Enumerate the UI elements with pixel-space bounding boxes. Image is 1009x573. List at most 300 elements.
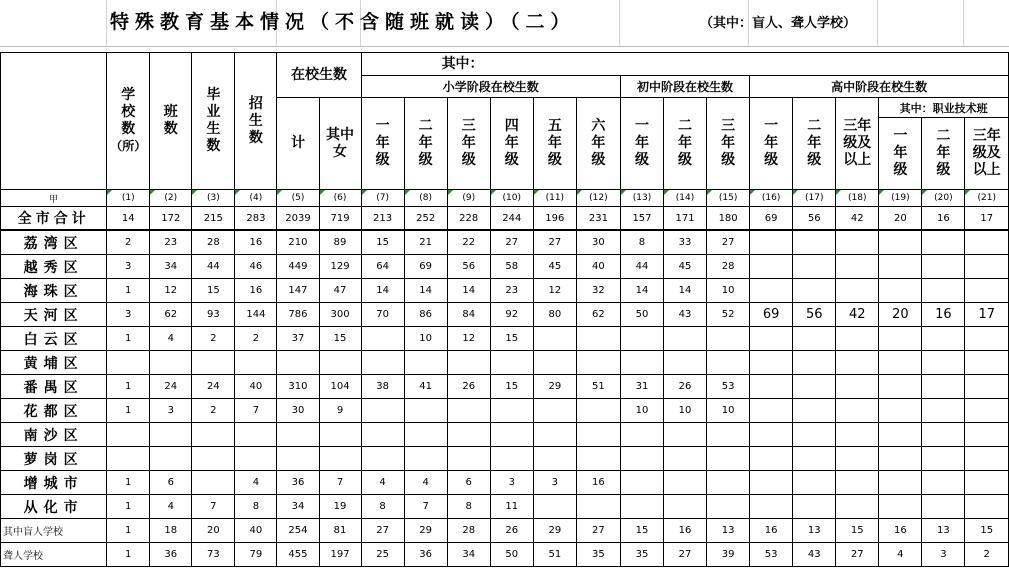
- table-cell: 157: [620, 207, 663, 231]
- table-cell: [750, 447, 793, 471]
- index-cell: (1): [107, 190, 150, 207]
- table-cell: 46: [235, 255, 277, 279]
- header-p-grade4: 四 年 级: [490, 98, 533, 190]
- table-row: [1, 279, 1009, 303]
- table-cell: [965, 255, 1009, 279]
- table-cell: 27: [576, 519, 620, 543]
- table-cell: 147: [277, 279, 319, 303]
- header-junior: 初中阶段在校生数: [620, 76, 749, 98]
- table-cell: [361, 351, 404, 375]
- table-cell: [836, 375, 879, 399]
- table-cell: 41: [404, 375, 447, 399]
- table-cell: [879, 399, 922, 423]
- table-cell: 31: [620, 375, 663, 399]
- table-cell: [150, 423, 192, 447]
- header-female: 其中 女: [319, 98, 361, 190]
- header-p-grade2: 二 年 级: [404, 98, 447, 190]
- table-cell: 29: [533, 375, 576, 399]
- table-cell: 24: [150, 375, 192, 399]
- table-cell: [319, 423, 361, 447]
- table-cell: 27: [707, 230, 750, 255]
- row-label: 番禺区: [1, 375, 107, 399]
- table-row: [1, 447, 1009, 471]
- table-cell: 43: [793, 543, 836, 567]
- index-cell: (8): [404, 190, 447, 207]
- table-cell: [836, 230, 879, 255]
- table-cell: 26: [447, 375, 490, 399]
- table-row: [1, 351, 1009, 375]
- table-cell: 215: [192, 207, 235, 231]
- row-label: 南沙区: [1, 423, 107, 447]
- table-cell: 786: [277, 303, 319, 327]
- header-vocational: 其中：职业技术班: [879, 98, 1009, 118]
- table-cell: 16: [576, 471, 620, 495]
- index-cell: (9): [447, 190, 490, 207]
- table-cell: [750, 399, 793, 423]
- table-cell: 4: [361, 471, 404, 495]
- table-cell: [192, 351, 235, 375]
- row-label: 花都区: [1, 399, 107, 423]
- table-cell: [235, 423, 277, 447]
- header-in-school: 在校生数: [277, 53, 361, 98]
- index-cell: (18): [836, 190, 879, 207]
- table-cell: 10: [664, 399, 707, 423]
- table-cell: 81: [319, 519, 361, 543]
- table-cell: [533, 495, 576, 519]
- table-cell: 45: [664, 255, 707, 279]
- table-cell: 92: [490, 303, 533, 327]
- table-cell: [447, 423, 490, 447]
- table-cell: 53: [707, 375, 750, 399]
- table-cell: [707, 495, 750, 519]
- header-primary: 小学阶段在校生数: [361, 76, 620, 98]
- table-cell: [750, 279, 793, 303]
- table-cell: [836, 471, 879, 495]
- table-cell: 14: [620, 279, 663, 303]
- table-cell: 38: [361, 375, 404, 399]
- table-cell: [793, 447, 836, 471]
- table-cell: 1: [107, 543, 150, 567]
- table-cell: 8: [447, 495, 490, 519]
- table-cell: 13: [922, 519, 965, 543]
- table-cell: 10: [620, 399, 663, 423]
- table-cell: 4: [404, 471, 447, 495]
- table-cell: 79: [235, 543, 277, 567]
- header-v-grade2: 二 年 级: [922, 118, 965, 190]
- table-cell: [836, 255, 879, 279]
- table-cell: [490, 351, 533, 375]
- table-cell: 1: [107, 495, 150, 519]
- header-s-grade1: 一 年 级: [750, 98, 793, 190]
- table-cell: 29: [533, 519, 576, 543]
- table-cell: [707, 351, 750, 375]
- table-cell: [277, 351, 319, 375]
- header-s-grade3plus: 三年 级及 以上: [836, 98, 879, 190]
- table-cell: [404, 351, 447, 375]
- table-cell: 10: [707, 399, 750, 423]
- table-cell: [235, 447, 277, 471]
- table-cell: 3: [150, 399, 192, 423]
- table-cell: [576, 351, 620, 375]
- table-row: [1, 303, 1009, 327]
- table-cell: 4: [235, 471, 277, 495]
- table-cell: 26: [664, 375, 707, 399]
- table-cell: 17: [965, 207, 1009, 231]
- table-cell: [533, 327, 576, 351]
- table-cell: [922, 399, 965, 423]
- table-cell: 2: [192, 399, 235, 423]
- table-cell: [490, 447, 533, 471]
- table-cell: [793, 471, 836, 495]
- table-cell: 7: [319, 471, 361, 495]
- table-cell: 8: [361, 495, 404, 519]
- header-enrollment: 招 生 数: [235, 53, 277, 190]
- table-cell: 9: [319, 399, 361, 423]
- table-cell: [836, 495, 879, 519]
- table-cell: [664, 447, 707, 471]
- table-cell: [447, 399, 490, 423]
- table-cell: 104: [319, 375, 361, 399]
- table-cell: 20: [879, 303, 922, 327]
- table-cell: 27: [361, 519, 404, 543]
- table-cell: 40: [235, 375, 277, 399]
- table-row: [1, 207, 1009, 231]
- table-cell: 34: [447, 543, 490, 567]
- table-cell: [750, 471, 793, 495]
- table-cell: [707, 327, 750, 351]
- table-cell: 26: [490, 519, 533, 543]
- table-cell: 14: [447, 279, 490, 303]
- table-cell: 47: [319, 279, 361, 303]
- table-cell: 34: [150, 255, 192, 279]
- table-cell: [361, 447, 404, 471]
- table-cell: 12: [447, 327, 490, 351]
- header-j-grade3: 三 年 级: [707, 98, 750, 190]
- row-label: 聋人学校: [1, 543, 107, 567]
- row-label: 全市合计: [1, 207, 107, 231]
- table-row: [1, 230, 1009, 255]
- table-cell: 300: [319, 303, 361, 327]
- table-cell: 29: [404, 519, 447, 543]
- table-cell: 40: [576, 255, 620, 279]
- table-cell: 23: [490, 279, 533, 303]
- table-cell: 69: [404, 255, 447, 279]
- index-cell: (13): [620, 190, 663, 207]
- table-cell: 7: [404, 495, 447, 519]
- table-cell: 50: [620, 303, 663, 327]
- table-cell: 14: [361, 279, 404, 303]
- table-cell: 254: [277, 519, 319, 543]
- gridline: [619, 0, 620, 46]
- table-cell: [750, 327, 793, 351]
- table-cell: 129: [319, 255, 361, 279]
- table-cell: [319, 351, 361, 375]
- index-cell: (5): [277, 190, 319, 207]
- table-cell: [965, 423, 1009, 447]
- table-cell: 3: [490, 471, 533, 495]
- table-cell: [965, 471, 1009, 495]
- corner-cell: [1, 53, 107, 190]
- table-row: [1, 495, 1009, 519]
- table-cell: 180: [707, 207, 750, 231]
- table-cell: 1: [107, 279, 150, 303]
- row-label: 海珠区: [1, 279, 107, 303]
- table-cell: [447, 351, 490, 375]
- header-of-which: 其中：: [361, 53, 1008, 76]
- table-cell: 1: [107, 327, 150, 351]
- table-cell: [922, 447, 965, 471]
- table-cell: 56: [793, 303, 836, 327]
- table-cell: 213: [361, 207, 404, 231]
- table-cell: [150, 447, 192, 471]
- row-label: 白云区: [1, 327, 107, 351]
- table-row: [1, 471, 1009, 495]
- table-cell: [620, 495, 663, 519]
- header-v-grade1: 一 年 级: [879, 118, 922, 190]
- table-cell: 35: [620, 543, 663, 567]
- table-cell: [879, 327, 922, 351]
- table-cell: [620, 423, 663, 447]
- table-row: [1, 423, 1009, 447]
- header-p-grade6: 六 年 级: [576, 98, 620, 190]
- table-cell: 36: [150, 543, 192, 567]
- table-cell: [793, 279, 836, 303]
- table-cell: [707, 471, 750, 495]
- table-cell: 16: [235, 279, 277, 303]
- table-row: [1, 255, 1009, 279]
- table-cell: [707, 423, 750, 447]
- table-cell: 40: [235, 519, 277, 543]
- table-cell: 37: [277, 327, 319, 351]
- table-cell: [107, 447, 150, 471]
- table-cell: [879, 423, 922, 447]
- table-cell: 197: [319, 543, 361, 567]
- table-cell: [879, 375, 922, 399]
- table-cell: [107, 351, 150, 375]
- table-cell: [620, 471, 663, 495]
- table-cell: 2: [107, 230, 150, 255]
- table-cell: 30: [576, 230, 620, 255]
- table-cell: 44: [620, 255, 663, 279]
- table-cell: 35: [576, 543, 620, 567]
- gridline: [963, 0, 964, 46]
- table-cell: [277, 423, 319, 447]
- table-cell: [836, 327, 879, 351]
- header-total: 计: [277, 98, 319, 190]
- table-cell: 30: [277, 399, 319, 423]
- table-row: [1, 399, 1009, 423]
- table-cell: [664, 471, 707, 495]
- row-label: 其中盲人学校: [1, 519, 107, 543]
- gridline: [877, 0, 878, 46]
- table-cell: [533, 399, 576, 423]
- table-cell: [750, 230, 793, 255]
- table-cell: 27: [836, 543, 879, 567]
- table-cell: 252: [404, 207, 447, 231]
- table-cell: 15: [319, 327, 361, 351]
- table-cell: [664, 423, 707, 447]
- table-cell: 1: [107, 375, 150, 399]
- index-row: [1, 190, 1009, 207]
- table-cell: [107, 423, 150, 447]
- table-cell: [965, 375, 1009, 399]
- table-cell: 455: [277, 543, 319, 567]
- table-cell: [192, 447, 235, 471]
- table-cell: 16: [235, 230, 277, 255]
- row-label: 荔湾区: [1, 230, 107, 255]
- table-cell: 20: [879, 207, 922, 231]
- index-cell: (6): [319, 190, 361, 207]
- index-cell: (4): [235, 190, 277, 207]
- table-cell: [664, 495, 707, 519]
- table-cell: 27: [490, 230, 533, 255]
- header-p-grade1: 一 年 级: [361, 98, 404, 190]
- table-cell: 7: [192, 495, 235, 519]
- table-cell: 4: [879, 543, 922, 567]
- table-cell: 10: [707, 279, 750, 303]
- table-cell: 719: [319, 207, 361, 231]
- table-cell: [793, 375, 836, 399]
- table-cell: 32: [576, 279, 620, 303]
- header-j-grade2: 二 年 级: [664, 98, 707, 190]
- table-cell: 449: [277, 255, 319, 279]
- table-cell: 7: [235, 399, 277, 423]
- table-cell: [750, 375, 793, 399]
- table-cell: [361, 423, 404, 447]
- table-cell: 34: [277, 495, 319, 519]
- table-cell: 244: [490, 207, 533, 231]
- index-cell: (7): [361, 190, 404, 207]
- header-j-grade1: 一 年 级: [620, 98, 663, 190]
- table-cell: [793, 255, 836, 279]
- table-cell: 14: [404, 279, 447, 303]
- table-cell: [879, 495, 922, 519]
- table-cell: [922, 471, 965, 495]
- table-cell: [793, 495, 836, 519]
- table-cell: 13: [793, 519, 836, 543]
- table-cell: 16: [879, 519, 922, 543]
- table-cell: 14: [664, 279, 707, 303]
- table-cell: 15: [965, 519, 1009, 543]
- table-cell: 3: [107, 255, 150, 279]
- table-cell: [965, 447, 1009, 471]
- table-cell: 16: [922, 207, 965, 231]
- table-cell: [192, 423, 235, 447]
- table-cell: [533, 423, 576, 447]
- table-cell: 64: [361, 255, 404, 279]
- row-label: 增城市: [1, 471, 107, 495]
- table-cell: [361, 327, 404, 351]
- table-cell: 51: [533, 543, 576, 567]
- table-cell: [836, 279, 879, 303]
- table-cell: 84: [447, 303, 490, 327]
- table-cell: 89: [319, 230, 361, 255]
- row-label: 从化市: [1, 495, 107, 519]
- header-p-grade3: 三 年 级: [447, 98, 490, 190]
- table-cell: 28: [192, 230, 235, 255]
- table-cell: [707, 447, 750, 471]
- table-cell: [836, 423, 879, 447]
- table-cell: 50: [490, 543, 533, 567]
- table-cell: 69: [750, 207, 793, 231]
- table-cell: 4: [150, 327, 192, 351]
- table-cell: [620, 447, 663, 471]
- table-row: [1, 519, 1009, 543]
- table-cell: 51: [576, 375, 620, 399]
- header-s-grade2: 二 年 级: [793, 98, 836, 190]
- table-cell: 196: [533, 207, 576, 231]
- table-cell: 43: [664, 303, 707, 327]
- index-cell: (2): [150, 190, 192, 207]
- table-cell: 80: [533, 303, 576, 327]
- table-cell: [793, 230, 836, 255]
- header-v-grade3plus: 三年 级及 以上: [965, 118, 1009, 190]
- table-cell: [922, 351, 965, 375]
- table-cell: 27: [533, 230, 576, 255]
- index-cell: (20): [922, 190, 965, 207]
- table-cell: [664, 351, 707, 375]
- index-cell: (17): [793, 190, 836, 207]
- table-cell: 3: [922, 543, 965, 567]
- table-cell: 2039: [277, 207, 319, 231]
- table-cell: 70: [361, 303, 404, 327]
- table-cell: [879, 471, 922, 495]
- table-row: [1, 327, 1009, 351]
- table-cell: [750, 423, 793, 447]
- table-cell: [750, 255, 793, 279]
- table-cell: [793, 351, 836, 375]
- index-cell: (16): [750, 190, 793, 207]
- table-cell: 1: [107, 399, 150, 423]
- table-cell: [277, 447, 319, 471]
- table-cell: 86: [404, 303, 447, 327]
- index-cell-label: 甲: [1, 190, 107, 207]
- table-cell: [965, 279, 1009, 303]
- table-cell: 62: [576, 303, 620, 327]
- table-cell: 45: [533, 255, 576, 279]
- table-cell: [965, 230, 1009, 255]
- table-cell: 16: [750, 519, 793, 543]
- table-cell: [879, 447, 922, 471]
- table-cell: 15: [192, 279, 235, 303]
- table-cell: [404, 399, 447, 423]
- table-row: [1, 543, 1009, 567]
- table-cell: 210: [277, 230, 319, 255]
- table-cell: 17: [965, 303, 1009, 327]
- table-cell: 62: [150, 303, 192, 327]
- table-cell: 283: [235, 207, 277, 231]
- table-cell: 11: [490, 495, 533, 519]
- table-cell: [576, 327, 620, 351]
- table-cell: 58: [490, 255, 533, 279]
- table-cell: 39: [707, 543, 750, 567]
- table-cell: [192, 471, 235, 495]
- table-cell: 42: [836, 303, 879, 327]
- table-cell: [793, 423, 836, 447]
- header-school-count: 学 校 数 （所）: [107, 53, 150, 190]
- page-subtitle: （其中：盲人、聋人学校）: [700, 16, 857, 31]
- table-cell: 6: [447, 471, 490, 495]
- table-cell: [879, 279, 922, 303]
- table-cell: 22: [447, 230, 490, 255]
- table-cell: 15: [620, 519, 663, 543]
- table-cell: [879, 255, 922, 279]
- header-classes: 班 数: [150, 53, 192, 190]
- table-cell: [620, 327, 663, 351]
- table-cell: 73: [192, 543, 235, 567]
- table-cell: 56: [793, 207, 836, 231]
- table-cell: 172: [150, 207, 192, 231]
